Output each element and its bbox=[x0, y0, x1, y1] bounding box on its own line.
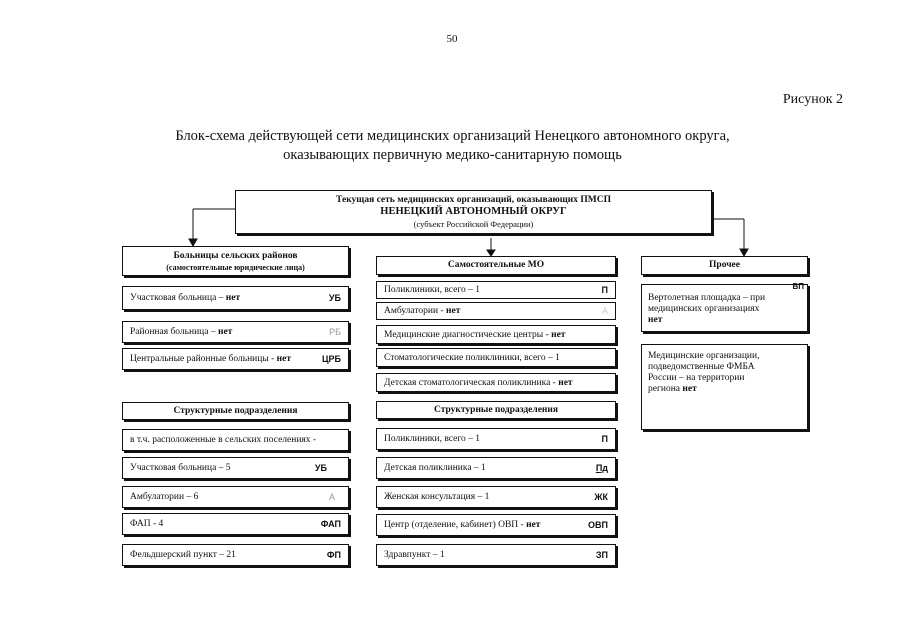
middle-sub-item-label: Женская консультация – 1 bbox=[384, 492, 490, 502]
middle-item-0 bbox=[376, 281, 616, 299]
left-sub-item-2 bbox=[122, 486, 349, 508]
middle-sub-item-code: Пд bbox=[595, 463, 608, 473]
middle-item-1 bbox=[376, 302, 616, 320]
right-item-1 bbox=[641, 284, 808, 332]
middle-item-code: П bbox=[601, 285, 608, 295]
left-item-status: нет bbox=[276, 354, 291, 364]
left-item-label: Участковая больница – bbox=[130, 293, 226, 303]
left-sub-item-code: ФАП bbox=[320, 519, 341, 529]
middle-sub-item-label: Поликлиники, всего – 1 bbox=[384, 434, 481, 444]
figure-label: Рисунок 2 bbox=[782, 92, 843, 107]
left-item-label: Центральные районные больницы - bbox=[130, 354, 277, 364]
left-sub-item-label: ФАП - 4 bbox=[130, 519, 164, 529]
right-item-1-line-2: медицинских организациях bbox=[648, 304, 760, 314]
middle-sub-item-label: Центр (отделение, кабинет) ОВП - bbox=[384, 520, 527, 530]
middle-item-status: нет bbox=[446, 306, 461, 316]
middle-sub-item-1 bbox=[376, 457, 616, 479]
left-item-code: ЦРБ bbox=[321, 354, 341, 364]
left-sub-item-code: ФП bbox=[326, 550, 341, 560]
right-header-box: Прочее bbox=[641, 256, 808, 275]
middle-header-box: Самостоятельные МО bbox=[376, 256, 616, 275]
diagram-title bbox=[100, 127, 805, 165]
right-item-2-line-3: России – на территории bbox=[648, 373, 745, 383]
middle-sub-item-code: ЗП bbox=[595, 550, 608, 560]
left-sub-item-label: Амбулатории – 6 bbox=[130, 492, 199, 502]
title-line-2: оказывающих первичную медико-санитарную помощь bbox=[283, 147, 622, 163]
right-item-2-status: нет bbox=[682, 384, 697, 394]
left-sub-item-3 bbox=[122, 513, 349, 535]
left-sub-item-4 bbox=[122, 544, 349, 566]
middle-sub-item-code: П bbox=[601, 434, 608, 444]
left-item-0 bbox=[122, 286, 349, 310]
middle-sub-item-code: ОВП bbox=[588, 520, 608, 530]
left-sub-item-label: Участковая больница – 5 bbox=[130, 463, 231, 473]
left-item-2 bbox=[122, 348, 349, 370]
top-box-line-2: НЕНЕЦКИЙ АВТОНОМНЫЙ ОКРУГ bbox=[380, 206, 567, 217]
left-sub-item-0 bbox=[122, 429, 349, 451]
middle-item-label: Детская стоматологическая поликлиника - bbox=[384, 377, 559, 388]
middle-item-4 bbox=[376, 373, 616, 392]
middle-item-label: Медицинские диагностические центры - bbox=[384, 329, 552, 340]
left-sub-header: Структурные подразделения bbox=[122, 402, 349, 420]
middle-sub-item-status: нет bbox=[526, 520, 541, 530]
middle-item-label: Поликлиники, всего – 1 bbox=[384, 285, 481, 295]
top-box bbox=[235, 190, 712, 234]
middle-item-3 bbox=[376, 348, 616, 367]
middle-sub-item-code: ЖК bbox=[594, 492, 608, 502]
left-sub-item-code: А bbox=[328, 492, 335, 502]
left-item-status: нет bbox=[217, 327, 233, 337]
left-header-line-2: (самостоятельные юридические лица) bbox=[166, 263, 305, 272]
left-sub-item-code: УБ bbox=[314, 463, 327, 473]
page-number: 50 bbox=[446, 33, 458, 45]
title-line-1: Блок-схема действующей сети медицинских организаций Ненецкого автономного округа, bbox=[175, 128, 730, 144]
right-item-1-line-1: Вертолетная площадка – при bbox=[648, 293, 766, 303]
middle-sub-item-label: Здравпункт – 1 bbox=[384, 550, 445, 560]
left-sub-item-1 bbox=[122, 457, 349, 479]
right-item-2 bbox=[641, 344, 808, 430]
middle-sub-item-4 bbox=[376, 544, 616, 566]
left-item-code: УБ bbox=[328, 293, 341, 303]
top-box-line-3: (субъект Российской Федерации) bbox=[413, 219, 534, 229]
middle-sub-item-label: Детская поликлиника – 1 bbox=[384, 463, 486, 473]
middle-item-2 bbox=[376, 325, 616, 344]
left-item-code: РБ bbox=[329, 327, 341, 337]
arrow-right bbox=[740, 249, 748, 256]
right-item-1-code: ВП bbox=[792, 282, 804, 291]
right-item-2-line-4: региона bbox=[648, 384, 683, 394]
left-item-1 bbox=[122, 321, 349, 343]
middle-item-code: А bbox=[601, 306, 608, 316]
left-sub-item-label: в т.ч. расположенные в сельских поселениях - bbox=[130, 435, 317, 445]
right-item-2-line-1: Медицинские организации, bbox=[648, 351, 760, 361]
right-item-2-line-2: подведомственные ФМБА bbox=[648, 362, 755, 372]
left-sub-item-label: Фельдшерский пункт – 21 bbox=[130, 550, 236, 560]
middle-item-label: Стоматологические поликлиники, всего – 1 bbox=[384, 352, 560, 363]
left-item-status: нет bbox=[225, 293, 241, 303]
top-box-line-1: Текущая сеть медицинских организаций, оказывающих ПМСП bbox=[336, 195, 611, 205]
middle-item-status: нет bbox=[551, 329, 566, 340]
middle-sub-item-2 bbox=[376, 486, 616, 508]
left-header-box bbox=[122, 246, 349, 276]
right-item-1-status: нет bbox=[648, 315, 663, 325]
left-header-line-1: Больницы сельских районов bbox=[173, 251, 298, 261]
middle-sub-item-0 bbox=[376, 428, 616, 450]
middle-sub-item-3 bbox=[376, 514, 616, 536]
arrow-left bbox=[189, 239, 197, 246]
left-item-label: Районная больница – bbox=[130, 327, 218, 337]
middle-item-label: Амбулатории - bbox=[384, 306, 446, 316]
middle-item-status: нет bbox=[558, 377, 573, 388]
middle-sub-header: Структурные подразделения bbox=[376, 401, 616, 419]
